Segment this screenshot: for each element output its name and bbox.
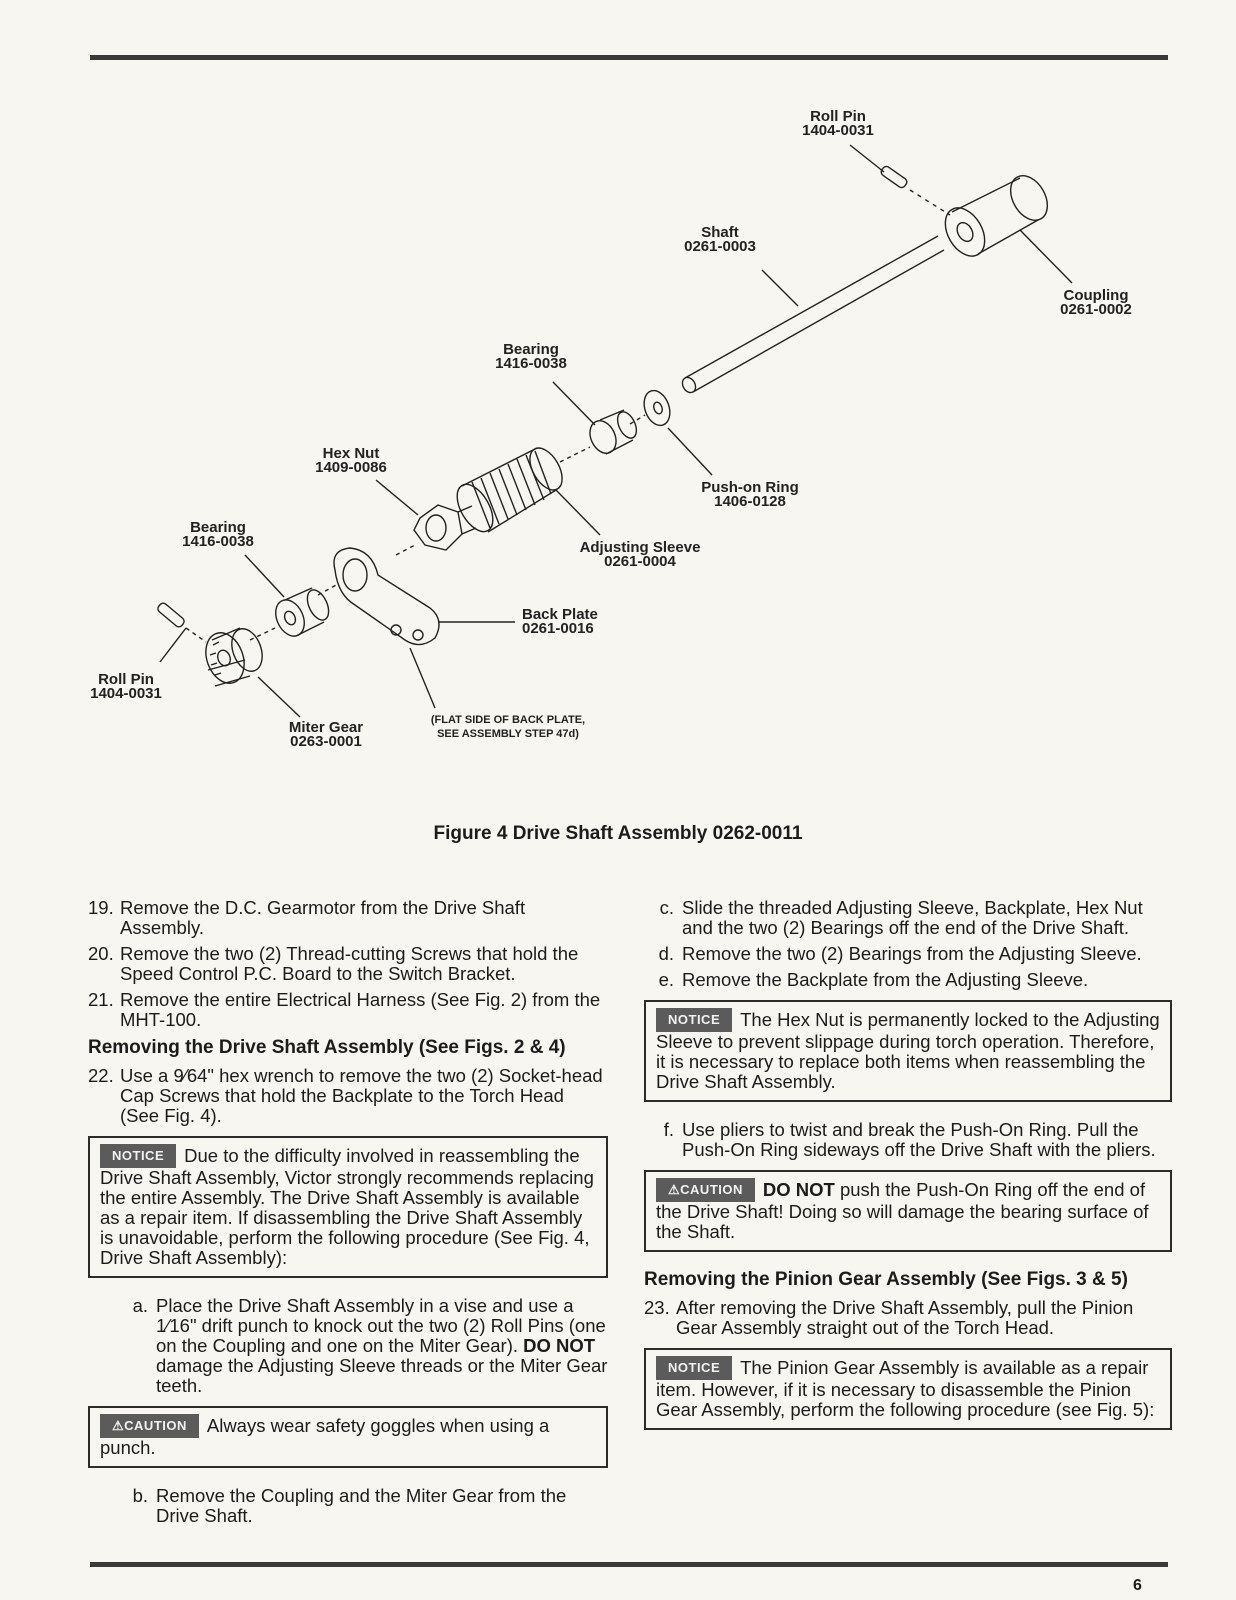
substep-letter: b.	[132, 1485, 148, 1506]
caution-text: push the Push-On Ring off the end of the Drive Shaft! Doing so will damage the bearing surface of the Shaft.	[656, 1179, 1149, 1242]
adjusting-sleeve-part	[450, 443, 569, 538]
roll-pin-top-label: Roll Pin	[810, 108, 866, 125]
miter-gear-number: 0263-0001	[290, 733, 362, 750]
push-on-ring-part	[640, 387, 675, 429]
substep-text: Remove the Coupling and the Miter Gear from the Drive Shaft.	[156, 1485, 567, 1526]
back-plate-part	[334, 548, 439, 645]
shaft-number: 0261-0003	[684, 238, 756, 255]
step-number: 19.	[88, 897, 114, 918]
substep-letter: c.	[659, 897, 674, 918]
step-text: After removing the Drive Shaft Assembly, pull the Pinion Gear Assembly straight out of the Torch Head.	[676, 1297, 1134, 1338]
do-not-emphasis: DO NOT	[523, 1335, 596, 1356]
notice-badge: NOTICE	[100, 1144, 176, 1168]
coupling-label: Coupling	[1063, 287, 1129, 304]
substep-text-part: damage the Adjusting Sleeve threads or the Miter Gear teeth.	[156, 1355, 608, 1396]
back-plate-number: 0261-0016	[522, 620, 594, 637]
caution-text: Always wear safety goggles when using a punch.	[100, 1415, 550, 1458]
bearing-top-part	[585, 409, 640, 458]
push-on-ring-label: Push-on Ring	[701, 479, 799, 496]
notice-text: The Hex Nut is permanently locked to the Adjusting Sleeve to prevent slippage during torch operation. Therefore, it is necessary to replace both items when reassembling the Drive Shaft Assembly.	[656, 1009, 1160, 1092]
notice-badge: NOTICE	[656, 1008, 732, 1032]
caution-badge: ⚠CAUTION	[100, 1414, 199, 1438]
substep-letter: f.	[663, 1119, 674, 1140]
step-number: 22.	[88, 1065, 114, 1086]
step-23	[644, 1298, 1172, 1338]
substep-f	[644, 1120, 1172, 1160]
step-text: Remove the two (2) Thread-cutting Screws that hold the Speed Control P.C. Board to the Switch Bracket.	[120, 943, 579, 984]
caution-box	[88, 1406, 608, 1468]
back-plate-label: Back Plate	[522, 606, 598, 623]
step-19	[88, 898, 608, 938]
left-column	[88, 898, 608, 1532]
roll-pin-top-number: 1404-0031	[802, 122, 874, 139]
step-number: 20.	[88, 943, 114, 964]
flat-side-note-line1: (FLAT SIDE OF BACK PLATE,	[430, 714, 586, 726]
substep-b	[88, 1486, 608, 1526]
substep-text: Slide the threaded Adjusting Sleeve, Backplate, Hex Nut and the two (2) Bearings off the end of the Drive Shaft.	[682, 897, 1143, 938]
hex-nut-part	[414, 505, 476, 550]
substep-text-part: Place the Drive Shaft Assembly in a vise and use a 1⁄16" drift punch to knock out the two (2) Roll Pins (one on the Coupling and one on the Miter Gear).	[156, 1295, 606, 1356]
miter-gear-part	[199, 625, 267, 689]
roll-pin-left-number: 1404-0031	[90, 685, 162, 702]
substep-a	[88, 1296, 608, 1396]
drive-shaft-diagram	[0, 60, 1236, 860]
right-column	[644, 898, 1172, 1448]
step-20	[88, 944, 608, 984]
figure-caption: Figure 4 Drive Shaft Assembly 0262-0011	[433, 823, 803, 844]
step-number: 23.	[644, 1297, 670, 1318]
shaft-part	[680, 236, 944, 395]
do-not-emphasis: DO NOT	[762, 1179, 835, 1200]
substep-e	[644, 970, 1172, 990]
caution-box	[644, 1170, 1172, 1252]
notice-text: Due to the difficulty involved in reassembling the Drive Shaft Assembly, Victor strongly recommends replacing the entire Assembly. The Drive Shaft Assembly is available as a repair item. If disassembling the Drive Shaft Assembly is unavoidable, perform the following procedure (See Fig. 4, Drive Shaft Assembly):	[100, 1145, 594, 1268]
substep-text: Remove the two (2) Bearings from the Adjusting Sleeve.	[682, 943, 1142, 964]
substep-d	[644, 944, 1172, 964]
substep-letter: e.	[658, 969, 674, 990]
bottom-rule	[90, 1562, 1168, 1567]
section-heading-pinion-gear: Removing the Pinion Gear Assembly (See Figs. 3 & 5)	[644, 1269, 1128, 1290]
notice-box	[644, 1000, 1172, 1102]
bearing-left-number: 1416-0038	[182, 533, 254, 550]
page-number: 6	[1133, 1577, 1142, 1594]
step-text: Remove the entire Electrical Harness (See Fig. 2) from the MHT-100.	[120, 989, 601, 1030]
bearing-left-part	[270, 587, 333, 641]
bearing-left-label: Bearing	[190, 519, 246, 536]
caution-badge: ⚠CAUTION	[656, 1178, 755, 1202]
substep-letter: a.	[132, 1295, 148, 1316]
coupling-number: 0261-0002	[1060, 301, 1132, 318]
substep-text: Use pliers to twist and break the Push-On Ring. Pull the Push-On Ring sideways off the Drive Shaft with the pliers.	[682, 1119, 1156, 1160]
substep-c	[644, 898, 1172, 938]
miter-gear-label: Miter Gear	[288, 719, 364, 736]
bearing-top-label: Bearing	[503, 341, 559, 358]
step-21	[88, 990, 608, 1030]
section-heading-drive-shaft: Removing the Drive Shaft Assembly (See Figs. 2 & 4)	[88, 1037, 566, 1058]
hex-nut-number: 1409-0086	[315, 459, 387, 476]
hex-nut-label: Hex Nut	[322, 445, 380, 462]
notice-box	[88, 1136, 608, 1278]
shaft-label: Shaft	[701, 224, 739, 241]
notice-text: The Pinion Gear Assembly is available as a repair item. However, if it is necessary to disassemble the Pinion Gear Assembly, perform the following procedure (see Fig. 5):	[656, 1357, 1155, 1420]
step-text: Use a 9⁄64" hex wrench to remove the two (2) Socket-head Cap Screws that hold the Backplate to the Torch Head (See Fig. 4).	[120, 1065, 603, 1126]
step-text: Remove the D.C. Gearmotor from the Drive Shaft Assembly.	[120, 897, 526, 938]
roll-pin-left-part	[156, 602, 185, 629]
substep-letter: d.	[658, 943, 674, 964]
roll-pin-left-label: Roll Pin	[98, 671, 154, 688]
substep-text: Remove the Backplate from the Adjusting Sleeve.	[682, 969, 1089, 990]
adjusting-sleeve-number: 0261-0004	[604, 553, 676, 570]
step-22	[88, 1066, 608, 1126]
adjusting-sleeve-label: Adjusting Sleeve	[579, 539, 701, 556]
roll-pin-top-part	[880, 165, 909, 189]
substep-text	[156, 1296, 608, 1396]
flat-side-note-line2: SEE ASSEMBLY STEP 47d)	[437, 728, 579, 740]
push-on-ring-number: 1406-0128	[714, 493, 786, 510]
coupling-part	[937, 169, 1055, 263]
step-number: 21.	[88, 989, 114, 1010]
bearing-top-number: 1416-0038	[495, 355, 567, 372]
notice-box	[644, 1348, 1172, 1430]
notice-badge: NOTICE	[656, 1356, 732, 1380]
